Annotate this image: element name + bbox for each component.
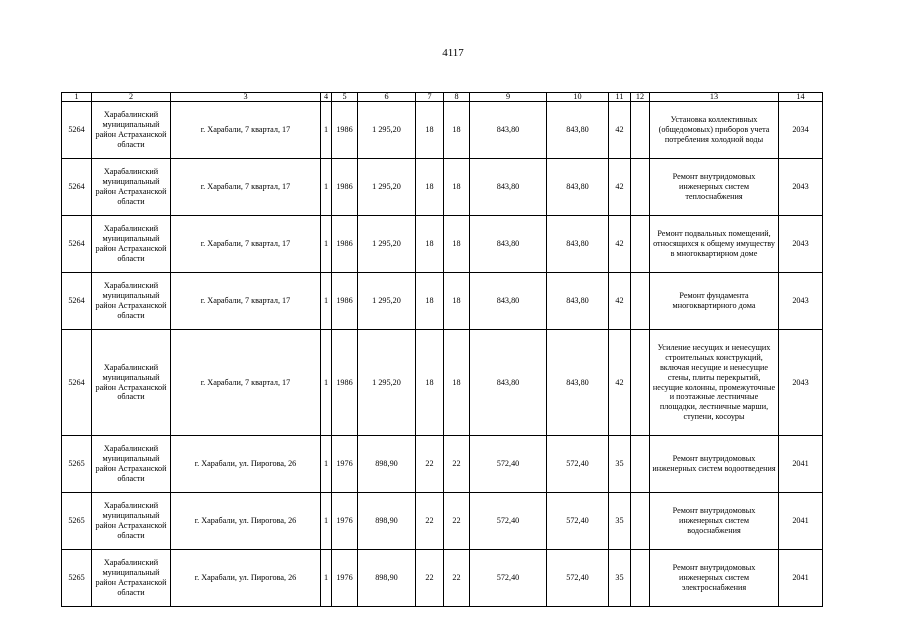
- work-type-cell: Ремонт внутридомовых инженерных систем водоснабжения: [650, 493, 779, 550]
- address-cell: г. Харабали, ул. Пирогова, 26: [171, 550, 321, 607]
- work-type-cell: Установка коллективных (общедомовых) приборов учета потребления холодной воды: [650, 102, 779, 159]
- district-cell: Харабалинский муниципальный район Астраханской области: [92, 330, 171, 436]
- col8-cell: 22: [444, 550, 470, 607]
- col10-cell: 572,40: [547, 550, 609, 607]
- table-row: [62, 273, 823, 330]
- column-number: 13: [650, 93, 779, 102]
- area-cell: 1 295,20: [358, 102, 416, 159]
- col12-cell: [631, 273, 650, 330]
- address-cell: г. Харабали, ул. Пирогова, 26: [171, 436, 321, 493]
- col7-cell: 18: [416, 102, 444, 159]
- col11-cell: 42: [609, 330, 631, 436]
- table-row: [62, 216, 823, 273]
- col8-cell: 18: [444, 330, 470, 436]
- col11-cell: 42: [609, 102, 631, 159]
- row-id: 5265: [62, 436, 92, 493]
- work-type-cell: Ремонт подвальных помещений, относящихся к общему имуществу в многоквартирном доме: [650, 216, 779, 273]
- col12-cell: [631, 550, 650, 607]
- column-number: 11: [609, 93, 631, 102]
- page-number: 4117: [442, 47, 464, 59]
- col7-cell: 22: [416, 436, 444, 493]
- row-id: 5264: [62, 273, 92, 330]
- area-cell: 898,90: [358, 550, 416, 607]
- year-cell: 1986: [332, 330, 358, 436]
- col10-cell: 843,80: [547, 216, 609, 273]
- col11-cell: 42: [609, 216, 631, 273]
- deadline-cell: 2041: [779, 436, 823, 493]
- work-type-cell: Ремонт внутридомовых инженерных систем электроснабжения: [650, 550, 779, 607]
- year-cell: 1986: [332, 102, 358, 159]
- col11-cell: 35: [609, 493, 631, 550]
- column-number: 6: [358, 93, 416, 102]
- address-cell: г. Харабали, 7 квартал, 17: [171, 273, 321, 330]
- col10-cell: 572,40: [547, 436, 609, 493]
- column-number: 7: [416, 93, 444, 102]
- district-cell: Харабалинский муниципальный район Астраханской области: [92, 216, 171, 273]
- row-id: 5264: [62, 330, 92, 436]
- col8-cell: 18: [444, 102, 470, 159]
- column-number: 14: [779, 93, 823, 102]
- column-number: 12: [631, 93, 650, 102]
- year-cell: 1976: [332, 550, 358, 607]
- table-row: [62, 330, 823, 436]
- deadline-cell: 2043: [779, 330, 823, 436]
- col12-cell: [631, 159, 650, 216]
- district-cell: Харабалинский муниципальный район Астраханской области: [92, 159, 171, 216]
- registry-table: [61, 92, 823, 607]
- col9-cell: 572,40: [470, 436, 547, 493]
- column-number: 4: [321, 93, 332, 102]
- col9-cell: 843,80: [470, 102, 547, 159]
- area-cell: 898,90: [358, 493, 416, 550]
- row-id: 5264: [62, 102, 92, 159]
- table-body: [62, 93, 823, 607]
- column-number: 5: [332, 93, 358, 102]
- district-cell: Харабалинский муниципальный район Астраханской области: [92, 273, 171, 330]
- column-number-row: [62, 93, 823, 102]
- col11-cell: 42: [609, 273, 631, 330]
- col4-cell: 1: [321, 493, 332, 550]
- deadline-cell: 2034: [779, 102, 823, 159]
- work-type-cell: Ремонт внутридомовых инженерных систем водоотведения: [650, 436, 779, 493]
- col9-cell: 843,80: [470, 216, 547, 273]
- district-cell: Харабалинский муниципальный район Астраханской области: [92, 102, 171, 159]
- district-cell: Харабалинский муниципальный район Астраханской области: [92, 493, 171, 550]
- area-cell: 1 295,20: [358, 273, 416, 330]
- deadline-cell: 2041: [779, 550, 823, 607]
- table-row: [62, 159, 823, 216]
- col4-cell: 1: [321, 436, 332, 493]
- col8-cell: 18: [444, 216, 470, 273]
- col9-cell: 843,80: [470, 330, 547, 436]
- work-type-cell: Усиление несущих и ненесущих строительных конструкций, включая несущие и ненесущие стены, плиты перекрытий, несущие колонны, промежуточные и поэтажные лестничные площадки, лестничные марши, ступени, косоуры: [650, 330, 779, 436]
- col8-cell: 22: [444, 493, 470, 550]
- column-number: 9: [470, 93, 547, 102]
- area-cell: 1 295,20: [358, 159, 416, 216]
- col10-cell: 843,80: [547, 330, 609, 436]
- area-cell: 1 295,20: [358, 330, 416, 436]
- col11-cell: 35: [609, 436, 631, 493]
- col9-cell: 572,40: [470, 493, 547, 550]
- col4-cell: 1: [321, 102, 332, 159]
- col10-cell: 843,80: [547, 102, 609, 159]
- deadline-cell: 2043: [779, 216, 823, 273]
- table-row: [62, 493, 823, 550]
- col9-cell: 843,80: [470, 273, 547, 330]
- table-row: [62, 102, 823, 159]
- address-cell: г. Харабали, 7 квартал, 17: [171, 102, 321, 159]
- col9-cell: 572,40: [470, 550, 547, 607]
- col4-cell: 1: [321, 273, 332, 330]
- address-cell: г. Харабали, 7 квартал, 17: [171, 159, 321, 216]
- deadline-cell: 2043: [779, 273, 823, 330]
- address-cell: г. Харабали, 7 квартал, 17: [171, 330, 321, 436]
- col7-cell: 22: [416, 550, 444, 607]
- col10-cell: 843,80: [547, 159, 609, 216]
- column-number: 10: [547, 93, 609, 102]
- year-cell: 1986: [332, 273, 358, 330]
- year-cell: 1976: [332, 436, 358, 493]
- table-row: [62, 436, 823, 493]
- district-cell: Харабалинский муниципальный район Астраханской области: [92, 550, 171, 607]
- deadline-cell: 2043: [779, 159, 823, 216]
- col4-cell: 1: [321, 550, 332, 607]
- col12-cell: [631, 102, 650, 159]
- deadline-cell: 2041: [779, 493, 823, 550]
- col11-cell: 35: [609, 550, 631, 607]
- work-type-cell: Ремонт внутридомовых инженерных систем теплоснабжения: [650, 159, 779, 216]
- work-type-cell: Ремонт фундамента многоквартирного дома: [650, 273, 779, 330]
- col9-cell: 843,80: [470, 159, 547, 216]
- row-id: 5265: [62, 493, 92, 550]
- table-row: [62, 550, 823, 607]
- year-cell: 1986: [332, 159, 358, 216]
- col12-cell: [631, 330, 650, 436]
- row-id: 5264: [62, 159, 92, 216]
- col4-cell: 1: [321, 216, 332, 273]
- area-cell: 898,90: [358, 436, 416, 493]
- year-cell: 1986: [332, 216, 358, 273]
- address-cell: г. Харабали, ул. Пирогова, 26: [171, 493, 321, 550]
- col7-cell: 18: [416, 273, 444, 330]
- col12-cell: [631, 493, 650, 550]
- col10-cell: 843,80: [547, 273, 609, 330]
- col7-cell: 18: [416, 330, 444, 436]
- col11-cell: 42: [609, 159, 631, 216]
- col10-cell: 572,40: [547, 493, 609, 550]
- col4-cell: 1: [321, 159, 332, 216]
- row-id: 5265: [62, 550, 92, 607]
- col7-cell: 22: [416, 493, 444, 550]
- address-cell: г. Харабали, 7 квартал, 17: [171, 216, 321, 273]
- area-cell: 1 295,20: [358, 216, 416, 273]
- col12-cell: [631, 436, 650, 493]
- district-cell: Харабалинский муниципальный район Астраханской области: [92, 436, 171, 493]
- col7-cell: 18: [416, 216, 444, 273]
- year-cell: 1976: [332, 493, 358, 550]
- col7-cell: 18: [416, 159, 444, 216]
- col8-cell: 22: [444, 436, 470, 493]
- column-number: 3: [171, 93, 321, 102]
- row-id: 5264: [62, 216, 92, 273]
- column-number: 8: [444, 93, 470, 102]
- col8-cell: 18: [444, 273, 470, 330]
- col4-cell: 1: [321, 330, 332, 436]
- col8-cell: 18: [444, 159, 470, 216]
- col12-cell: [631, 216, 650, 273]
- column-number: 2: [92, 93, 171, 102]
- column-number: 1: [62, 93, 92, 102]
